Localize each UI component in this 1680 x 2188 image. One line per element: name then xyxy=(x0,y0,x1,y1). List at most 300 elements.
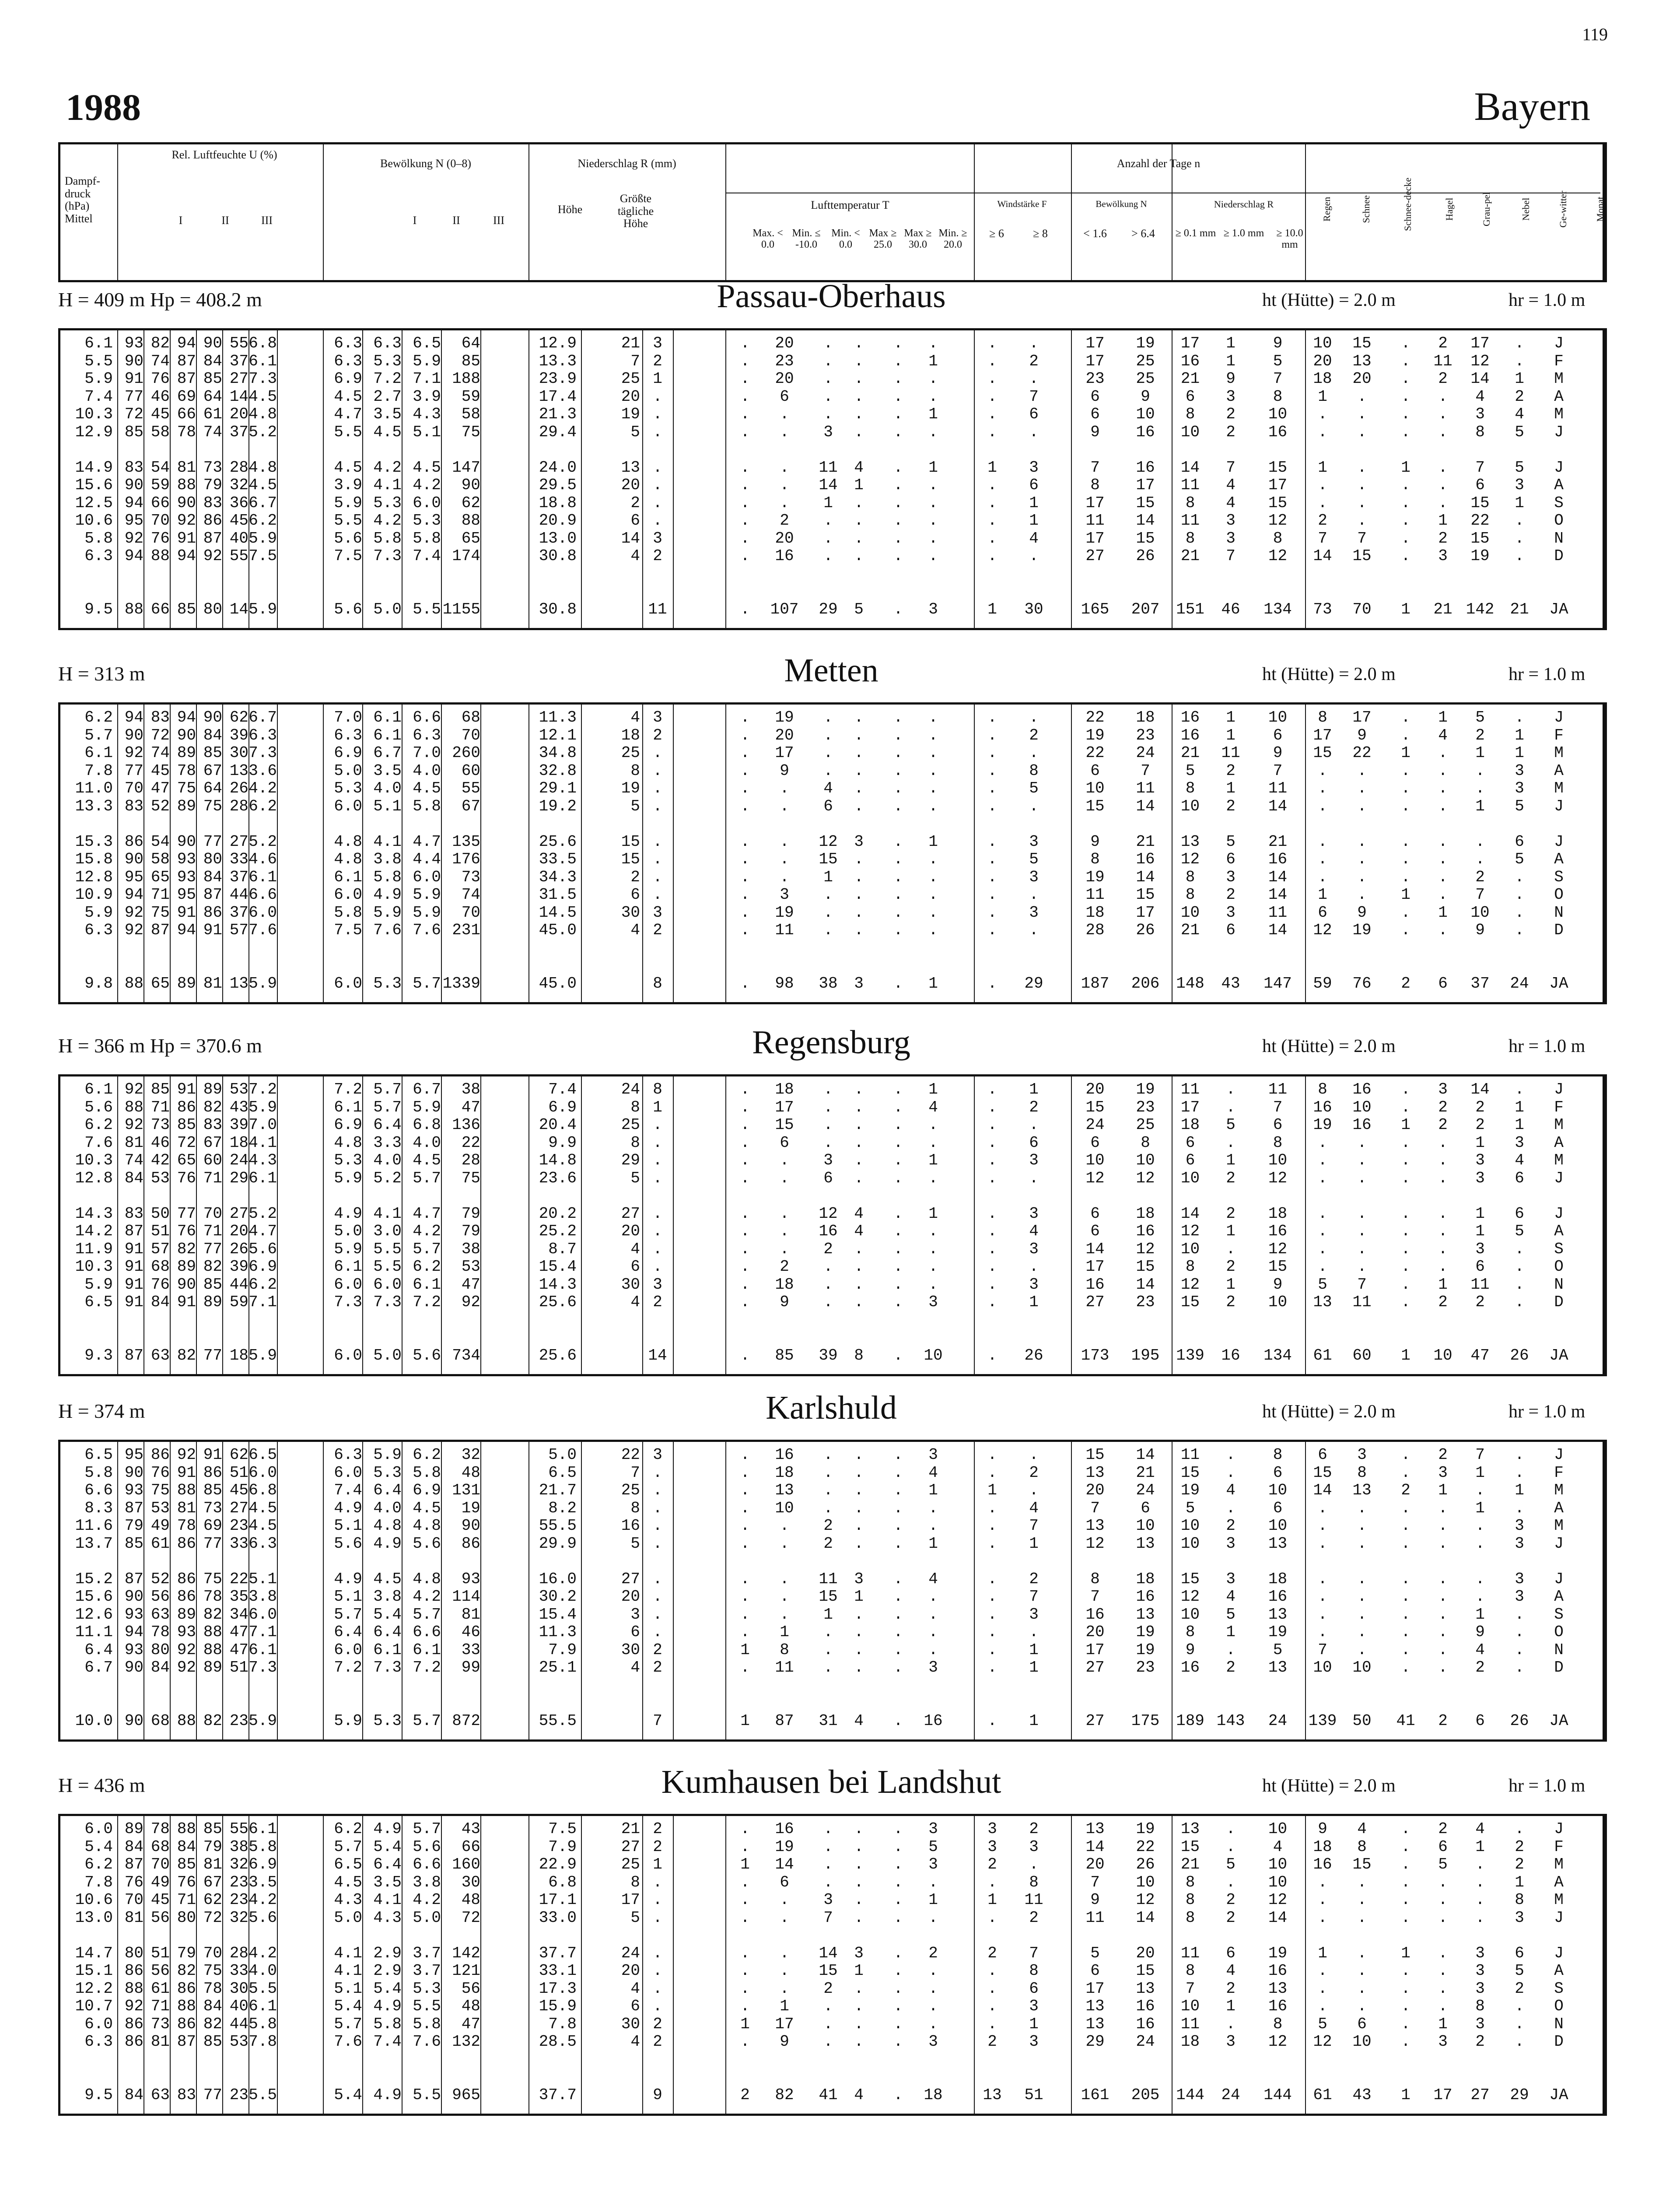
table-cell: 19 xyxy=(1268,1944,1288,1962)
table-cell: 10 xyxy=(1136,1151,1155,1169)
table-cell: 15 xyxy=(1180,1837,1200,1856)
table-cell: 26 xyxy=(229,779,248,797)
table-cell: . xyxy=(1029,334,1039,352)
table-cell: 3 xyxy=(1438,547,1448,565)
table-cell: 6.2 xyxy=(84,708,113,726)
table-cell: 4 xyxy=(1226,494,1236,512)
table-cell: . xyxy=(1357,1570,1367,1588)
table-cell: . xyxy=(987,1534,997,1553)
max-lt-0: Max. < 0.0 xyxy=(752,228,783,251)
table-cell: 1 xyxy=(1226,352,1236,370)
table-cell: 4 xyxy=(1357,1820,1367,1838)
table-cell: 87 xyxy=(150,921,170,939)
col-cloud-III: III xyxy=(493,214,504,227)
table-cell: 5 xyxy=(630,1169,640,1187)
table-cell: . xyxy=(740,1908,750,1927)
table-cell: 14 xyxy=(1136,512,1155,529)
station-table xyxy=(58,1814,1607,2116)
table-cell: 2 xyxy=(653,1641,662,1659)
table-cell: . xyxy=(854,405,864,423)
table-cell: 79 xyxy=(461,1204,480,1223)
table-cell: F xyxy=(1554,352,1564,370)
table-cell: 61 xyxy=(1313,1346,1332,1364)
table-cell: 18 xyxy=(1313,1837,1332,1856)
table-cell: . xyxy=(987,529,997,547)
table-cell: 14 xyxy=(1313,547,1332,565)
table-cell: . xyxy=(1438,1997,1448,2015)
table-cell: . xyxy=(1357,494,1367,512)
table-cell: 1 xyxy=(1401,1116,1410,1134)
table-cell: 1 xyxy=(854,476,864,494)
table-cell: . xyxy=(823,1293,833,1311)
table-cell: 5.9 xyxy=(248,600,277,618)
table-cell: 2 xyxy=(823,1534,833,1553)
table-cell: 6 xyxy=(823,1169,833,1187)
table-row xyxy=(60,1606,1605,1623)
table-cell: . xyxy=(1438,1962,1448,1980)
table-cell: 18 xyxy=(1085,903,1105,922)
table-cell: . xyxy=(987,1463,997,1482)
table-cell: 8 xyxy=(653,974,662,992)
table-cell: D xyxy=(1554,2033,1564,2051)
table-cell: 13 xyxy=(1268,1659,1288,1676)
table-cell: 5.1 xyxy=(334,1517,362,1535)
table-cell: 35 xyxy=(229,1588,248,1606)
table-cell: 3 xyxy=(1226,512,1236,529)
table-cell: 2 xyxy=(1438,1711,1448,1730)
table-cell: 3 xyxy=(1029,832,1039,851)
table-cell: 14 xyxy=(819,476,838,494)
table-cell: 6 xyxy=(1090,1204,1100,1223)
table-cell: 85 xyxy=(203,744,222,762)
table-cell: . xyxy=(928,1240,938,1258)
table-cell: . xyxy=(1029,1855,1039,1873)
table-row xyxy=(60,1500,1605,1517)
table-cell: 79 xyxy=(203,476,222,494)
table-cell: . xyxy=(740,1570,750,1588)
table-cell: 81 xyxy=(150,2033,170,2051)
table-cell: . xyxy=(1438,1517,1448,1535)
table-cell: 15.4 xyxy=(539,1258,577,1276)
table-cell: 6.0 xyxy=(84,2015,113,2033)
table-cell: 5.7 xyxy=(413,1169,441,1187)
table-cell: 3 xyxy=(854,974,864,992)
table-cell: . xyxy=(740,1293,750,1311)
table-cell: 205 xyxy=(1131,2086,1160,2104)
table-cell: 53 xyxy=(229,1080,248,1098)
table-cell: 5 xyxy=(1515,1222,1524,1240)
table-cell: . xyxy=(893,1711,903,1730)
table-cell: 1 xyxy=(740,1711,750,1730)
table-cell: 175 xyxy=(1131,1711,1160,1730)
table-cell: 86 xyxy=(177,2015,196,2033)
table-cell: 3 xyxy=(1029,903,1039,922)
table-cell: . xyxy=(823,1080,833,1098)
table-cell: 4.2 xyxy=(413,476,441,494)
table-cell: 4.9 xyxy=(373,886,402,904)
table-cell: . xyxy=(854,850,864,868)
table-cell: 84 xyxy=(124,2086,144,2104)
table-cell: 16 xyxy=(1136,2015,1155,2033)
table-cell: 9 xyxy=(1090,832,1100,851)
table-cell: 3 xyxy=(1029,1837,1039,1856)
table-cell: 67 xyxy=(203,761,222,780)
annual-row xyxy=(60,1712,1605,1730)
table-cell: 4.8 xyxy=(248,405,277,423)
table-cell: . xyxy=(987,1908,997,1927)
table-cell: 27 xyxy=(621,1204,640,1223)
table-cell: 1 xyxy=(987,600,997,618)
table-cell: . xyxy=(1357,1204,1367,1223)
table-cell: 5.5 xyxy=(413,1997,441,2015)
table-cell: 3 xyxy=(1029,1997,1039,2015)
table-cell: . xyxy=(987,850,997,868)
table-cell: 16 xyxy=(1136,458,1155,477)
table-cell: . xyxy=(1357,779,1367,797)
table-cell: 3 xyxy=(1515,1570,1524,1588)
table-cell: . xyxy=(893,1275,903,1294)
table-cell: F xyxy=(1554,1837,1564,1856)
table-cell: 82 xyxy=(177,1240,196,1258)
table-cell: . xyxy=(740,1240,750,1258)
table-cell: 45 xyxy=(150,761,170,780)
table-cell: 38 xyxy=(229,1837,248,1856)
table-cell: 5.4 xyxy=(334,1997,362,2015)
table-cell: 12 xyxy=(1085,1169,1105,1187)
table-cell: 56 xyxy=(150,1908,170,1927)
table-cell: . xyxy=(653,1517,662,1535)
hagel-header: Hagel xyxy=(1444,197,1455,221)
table-cell: 3.5 xyxy=(248,1873,277,1891)
table-cell: 45 xyxy=(150,405,170,423)
table-cell: 8 xyxy=(1318,708,1327,726)
table-cell: 21 xyxy=(1136,832,1155,851)
table-cell: J xyxy=(1554,832,1564,851)
table-cell: . xyxy=(1438,1944,1448,1962)
table-cell: . xyxy=(1401,1258,1410,1276)
table-cell: 6.9 xyxy=(248,1258,277,1276)
table-cell: 4.6 xyxy=(248,850,277,868)
table-cell: . xyxy=(987,512,997,529)
table-cell: 5.2 xyxy=(373,1169,402,1187)
table-cell: 4.5 xyxy=(413,1499,441,1517)
table-cell: 84 xyxy=(177,1837,196,1856)
table-cell: . xyxy=(780,423,789,441)
table-cell: . xyxy=(854,886,864,904)
table-cell: 19 xyxy=(1136,1623,1155,1641)
table-cell: 21 xyxy=(1268,832,1288,851)
table-cell: 23 xyxy=(229,1873,248,1891)
precip-ge-0.1: ≥ 0.1 mm xyxy=(1175,228,1216,239)
table-cell: . xyxy=(780,1588,789,1606)
table-cell: . xyxy=(780,1151,789,1169)
table-cell: 12 xyxy=(1268,512,1288,529)
table-cell: . xyxy=(780,1204,789,1223)
table-cell: . xyxy=(823,1641,833,1659)
table-cell: 30 xyxy=(229,1979,248,1998)
table-cell: 16 xyxy=(1180,708,1200,726)
table-row xyxy=(60,494,1605,512)
table-cell: A xyxy=(1554,1499,1564,1517)
table-cell: 2 xyxy=(823,1979,833,1998)
table-cell: 3 xyxy=(1475,405,1485,423)
table-cell: . xyxy=(893,370,903,388)
table-cell: 36 xyxy=(229,494,248,512)
table-cell: 3.8 xyxy=(373,850,402,868)
table-cell: 46 xyxy=(1221,600,1240,618)
table-cell: 4 xyxy=(1226,1588,1236,1606)
table-cell: 195 xyxy=(1131,1346,1160,1364)
table-cell: 23 xyxy=(1085,370,1105,388)
table-cell: . xyxy=(928,1997,938,2015)
table-cell: 48 xyxy=(461,1463,480,1482)
table-cell: 8.2 xyxy=(548,1499,577,1517)
table-cell: 7 xyxy=(823,1908,833,1927)
table-cell: 1 xyxy=(1318,387,1327,406)
table-cell: 5.9 xyxy=(334,1240,362,1258)
table-cell: 87 xyxy=(203,529,222,547)
table-cell: 8 xyxy=(854,1346,864,1364)
table-cell: . xyxy=(823,1275,833,1294)
table-cell: . xyxy=(893,1116,903,1134)
table-cell: 85 xyxy=(124,1534,144,1553)
table-row xyxy=(60,851,1605,868)
table-cell: 1 xyxy=(1401,1944,1410,1962)
table-cell: 1 xyxy=(653,1855,662,1873)
table-cell: . xyxy=(1475,779,1485,797)
table-cell: 47 xyxy=(229,1623,248,1641)
table-cell: 15 xyxy=(1180,1463,1200,1482)
table-cell: 15 xyxy=(1352,547,1372,565)
table-cell: 5.3 xyxy=(373,352,402,370)
table-cell: . xyxy=(1357,458,1367,477)
table-cell: 4 xyxy=(928,1463,938,1482)
table-cell: 18 xyxy=(1136,1570,1155,1588)
table-cell: . xyxy=(1401,1623,1410,1641)
table-cell: . xyxy=(653,1997,662,2015)
table-cell: . xyxy=(1357,886,1367,904)
table-cell: . xyxy=(1515,1080,1524,1098)
table-cell: . xyxy=(1475,1873,1485,1891)
table-cell: 55 xyxy=(229,547,248,565)
table-cell: 2 xyxy=(1029,1463,1039,1482)
table-cell: . xyxy=(1401,1605,1410,1623)
table-cell: 12 xyxy=(1268,1169,1288,1187)
table-cell: 90 xyxy=(203,708,222,726)
table-cell: 207 xyxy=(1131,600,1160,618)
table-cell: 10.3 xyxy=(75,405,113,423)
table-cell: 6.0 xyxy=(248,1605,277,1623)
table-cell: 12 xyxy=(1180,850,1200,868)
table-cell: . xyxy=(1401,903,1410,922)
table-cell: 4 xyxy=(630,1240,640,1258)
table-cell: 15 xyxy=(775,1116,794,1134)
year-heading: 1988 xyxy=(66,86,141,128)
table-cell: 15 xyxy=(621,850,640,868)
table-cell: . xyxy=(893,1623,903,1641)
table-cell: . xyxy=(823,761,833,780)
table-cell: . xyxy=(740,1481,750,1499)
table-cell: 90 xyxy=(177,726,196,744)
table-cell: 85 xyxy=(203,1481,222,1499)
table-cell: 76 xyxy=(150,370,170,388)
table-cell: 80 xyxy=(124,1944,144,1962)
table-cell: 16 xyxy=(1136,1997,1155,2015)
table-cell: 3.7 xyxy=(413,1944,441,1962)
table-cell: 46 xyxy=(150,1133,170,1152)
table-cell: . xyxy=(854,1891,864,1909)
table-cell: 13.0 xyxy=(539,529,577,547)
table-cell: 80 xyxy=(203,850,222,868)
table-cell: 3 xyxy=(1515,1133,1524,1152)
table-cell: . xyxy=(1475,1908,1485,1927)
table-cell: . xyxy=(854,334,864,352)
table-cell: 57 xyxy=(229,921,248,939)
table-cell: 16 xyxy=(1268,1962,1288,1980)
station-table xyxy=(58,702,1607,1004)
table-cell: 6.5 xyxy=(413,334,441,352)
table-cell: 8 xyxy=(1185,1258,1195,1276)
table-cell: . xyxy=(653,387,662,406)
table-cell: 4.7 xyxy=(334,405,362,423)
table-cell: 26 xyxy=(1510,1711,1529,1730)
table-cell: 5.9 xyxy=(248,1098,277,1116)
table-cell: 3 xyxy=(928,2033,938,2051)
table-cell: 20 xyxy=(621,1588,640,1606)
table-cell: . xyxy=(740,387,750,406)
table-cell: . xyxy=(893,1944,903,1962)
table-cell: 6 xyxy=(1515,1204,1524,1223)
table-cell: 94 xyxy=(124,886,144,904)
table-cell: 6 xyxy=(630,1623,640,1641)
table-cell: 3.7 xyxy=(413,1962,441,1980)
table-cell: 21.3 xyxy=(539,405,577,423)
table-cell: . xyxy=(893,529,903,547)
table-cell: 4.1 xyxy=(373,1204,402,1223)
table-cell: 71 xyxy=(203,1222,222,1240)
table-cell: 4 xyxy=(1515,1151,1524,1169)
table-cell: 11 xyxy=(1085,512,1105,529)
table-cell: 260 xyxy=(452,744,480,762)
table-cell: 1 xyxy=(780,1623,789,1641)
table-cell: 83 xyxy=(124,458,144,477)
table-cell: 6 xyxy=(1515,832,1524,851)
table-cell: 12 xyxy=(1313,921,1332,939)
table-row xyxy=(60,727,1605,744)
table-cell: . xyxy=(1515,512,1524,529)
table-row xyxy=(60,1294,1605,1311)
table-cell: . xyxy=(1515,2033,1524,2051)
table-cell: 78 xyxy=(177,761,196,780)
table-cell: 20 xyxy=(775,334,794,352)
table-cell: . xyxy=(854,797,864,815)
table-cell: 90 xyxy=(461,476,480,494)
table-cell: . xyxy=(893,2015,903,2033)
table-cell: 7.2 xyxy=(413,1659,441,1676)
table-cell: 68 xyxy=(461,708,480,726)
table-cell: 76 xyxy=(1352,974,1372,992)
table-cell: 1 xyxy=(1226,779,1236,797)
table-cell: 89 xyxy=(124,1820,144,1838)
table-cell: 13 xyxy=(983,2086,1002,2104)
table-cell: . xyxy=(1357,1222,1367,1240)
table-cell: . xyxy=(1438,1659,1448,1676)
table-cell: 18.8 xyxy=(539,494,577,512)
table-cell: 62 xyxy=(229,1446,248,1464)
table-cell: . xyxy=(823,1873,833,1891)
table-cell: 6 xyxy=(630,512,640,529)
table-cell: . xyxy=(653,850,662,868)
table-cell: . xyxy=(1226,1240,1236,1258)
table-cell: 17 xyxy=(621,1891,640,1909)
station-hut-height: ht (Hütte) = 2.0 m xyxy=(1262,290,1396,310)
table-cell: 2 xyxy=(653,1837,662,1856)
table-cell: 14 xyxy=(1268,797,1288,815)
table-cell: 1 xyxy=(653,1098,662,1116)
table-cell: 132 xyxy=(452,2033,480,2051)
table-cell: 20 xyxy=(1352,370,1372,388)
table-cell: . xyxy=(1357,1908,1367,1927)
table-cell: 34.8 xyxy=(539,744,577,762)
table-cell: 6.6 xyxy=(413,1855,441,1873)
table-cell: 65 xyxy=(150,868,170,886)
table-cell: 16 xyxy=(1221,1346,1240,1364)
table-cell: 1 xyxy=(1401,886,1410,904)
table-cell: 6 xyxy=(1090,405,1100,423)
table-cell: 20 xyxy=(1136,1944,1155,1962)
table-cell: 88 xyxy=(177,1997,196,2015)
table-cell: . xyxy=(928,850,938,868)
table-cell: 85 xyxy=(461,352,480,370)
table-cell: 90 xyxy=(124,1659,144,1676)
table-cell: 6 xyxy=(823,797,833,815)
table-cell: . xyxy=(823,2033,833,2051)
table-cell: . xyxy=(893,1605,903,1623)
table-row xyxy=(60,1464,1605,1482)
table-cell: 99 xyxy=(461,1659,480,1676)
table-cell: 7.9 xyxy=(548,1837,577,1856)
table-cell: 4.7 xyxy=(413,832,441,851)
col-cloud-II: II xyxy=(452,214,460,227)
table-cell: . xyxy=(1029,1623,1039,1641)
table-cell: 13 xyxy=(1085,1997,1105,2015)
table-cell: 61 xyxy=(150,1534,170,1553)
table-cell: 6 xyxy=(1318,903,1327,922)
table-cell: 25 xyxy=(1136,370,1155,388)
table-cell: 5.8 xyxy=(248,2015,277,2033)
table-cell: 93 xyxy=(177,1623,196,1641)
table-cell: 92 xyxy=(203,547,222,565)
table-cell: 15.1 xyxy=(75,1962,113,1980)
table-cell: 1 xyxy=(1226,334,1236,352)
table-cell: 85 xyxy=(177,1855,196,1873)
table-cell: 3 xyxy=(1515,1908,1524,1927)
table-row xyxy=(60,869,1605,886)
table-cell: 19 xyxy=(775,708,794,726)
table-cell: 5.7 xyxy=(373,1080,402,1098)
table-cell: 1 xyxy=(1029,1659,1039,1676)
table-cell: . xyxy=(893,1463,903,1482)
table-cell: 53 xyxy=(150,1169,170,1187)
table-cell: 19 xyxy=(775,903,794,922)
table-cell: 1 xyxy=(1515,1116,1524,1134)
table-cell: F xyxy=(1554,1463,1564,1482)
table-cell: . xyxy=(854,1151,864,1169)
table-row xyxy=(60,1909,1605,1927)
table-cell: 88 xyxy=(177,1820,196,1838)
table-cell: 7.8 xyxy=(548,2015,577,2033)
table-cell: 45 xyxy=(229,1481,248,1499)
